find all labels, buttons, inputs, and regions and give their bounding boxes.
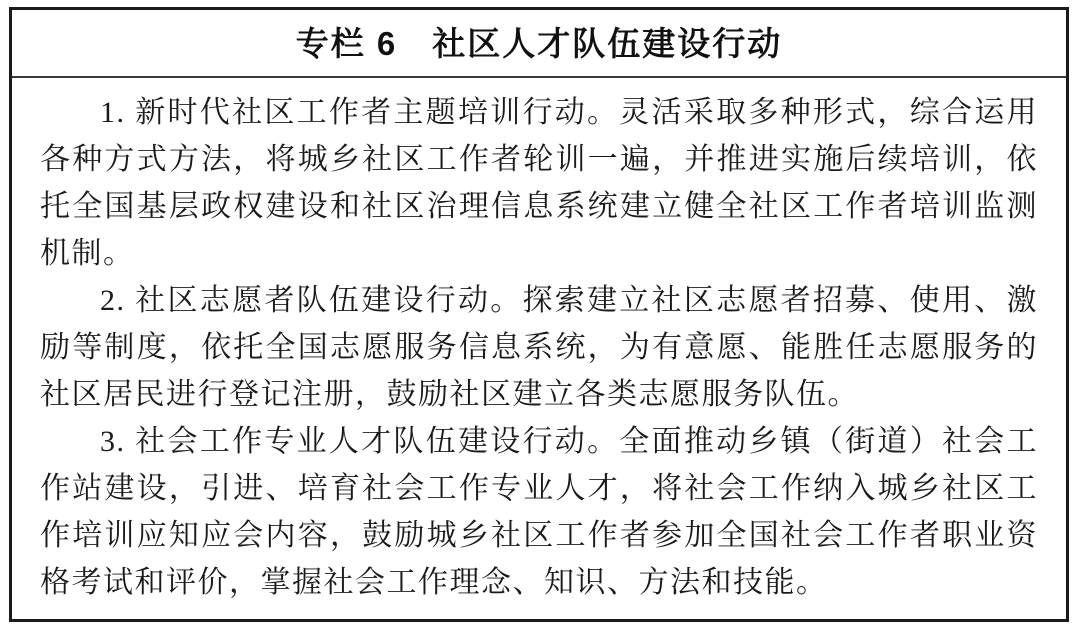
paragraph-volunteer-action: 2. 社区志愿者队伍建设行动。探索建立社区志愿者招募、使用、激励等制度，依托全国志愿服务信息系统，为有意愿、能胜任志愿服务的社区居民进行登记注册，鼓励社区建立各类志愿服务队伍。	[40, 284, 1038, 411]
paragraph-social-work-action: 3. 社会工作专业人才队伍建设行动。全面推动乡镇（街道）社会工作站建设，引进、培育社会工作专业人才，将社会工作纳入城乡社区工作培训应知应会内容，鼓励城乡社区工作者参加全国社会工作者职业资格考试和评价，掌握社会工作理念、知识、方法和技能。	[40, 425, 1038, 599]
panel-body	[12, 78, 1066, 606]
panel-title: 专栏 6 社区人才队伍建设行动	[295, 25, 783, 62]
column-box	[9, 7, 1069, 622]
paragraph-training-action: 1. 新时代社区工作者主题培训行动。灵活采取多种形式，综合运用各种方式方法，将城乡社区工作者轮训一遍，并推进实施后续培训，依托全国基层政权建设和社区治理信息系统建立健全社区工作者培训监测机制。	[40, 96, 1038, 270]
